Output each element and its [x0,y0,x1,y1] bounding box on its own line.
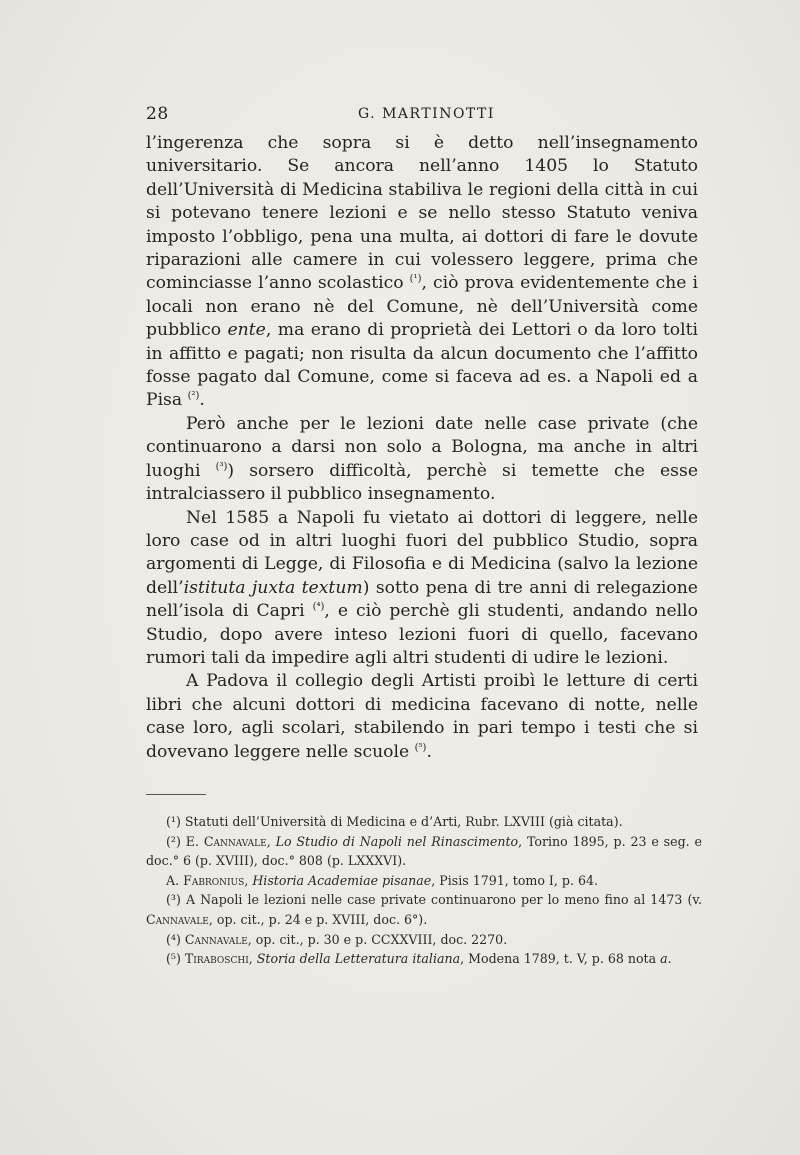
running-head: G. MARTINOTTI [358,106,495,122]
author-name: Cannavale [146,911,209,927]
text-run: , ciò prova evidentemente che i locali non erano nè del Comune, nè dell’Università come pubblico [146,273,698,341]
text-run: Nel 1585 a Napoli fu vietato ai dottori di leggere, nelle loro case od in altri luoghi fuori del pubblico Studio, sopra argomenti di Legge, di Filosofia e di Medicina (salvo la lezione dell’ [146,507,698,598]
paragraph [146,670,698,764]
italic-text: a [660,951,668,967]
footnote-ref: (⁴) [312,601,325,613]
work-title: Historia Academiae pisanae [252,872,432,888]
text-run: , e ciò perchè gli studenti, andando nello Studio, dopo avere inteso lezioni fuori di quello, facevano rumori tali da impedire agli altri studenti di udire le lezioni. [146,601,698,668]
page-header [146,104,698,130]
text-run: l’ingerenza che sopra si è detto nell’insegnamento universitario. Se ancora nell’anno 1405 lo Statuto dell’Università di Medicina stabiliva le regioni della città in cui si potevano tenere lezioni e se nello stesso Statuto veniva imposto l’obbligo, pena una multa, ai dottori di fare le dovute riparazioni alle camere in cui volessero leggere, prima che cominciasse l’anno scolastico [146,133,698,294]
footnote-mark: (⁴) [166,931,181,947]
paragraph [146,132,698,413]
text-run: A Padova il collegio degli Artisti proibì le letture di certi libri che alcuni dottori di medicina facevano di notte, nelle case loro, agli scolari, stabilendo in pari tempo i testi che si dovevano leggere nelle scuole [146,671,698,762]
text-run: . [426,741,432,762]
footnote-text: , op. cit., p. 30 e p. CCXXVIII, doc. 2270. [247,931,508,947]
text-run: ) sorsero difficoltà, perchè si temette che esse intralciassero il pubblico insegnamento. [146,460,698,505]
italic-text: ente [227,320,266,341]
footnote: A. Fabronius, Historia Academiae pisanae, Pisis 1791, tomo I, p. 64. [166,872,599,888]
author-name: E. Cannavale [185,833,267,849]
footnote [146,812,702,832]
footnotes [146,812,702,969]
footnote-mark: (⁵) [166,951,181,967]
footnote-mark: (²) [166,833,181,849]
footnote [146,890,702,929]
footnote-text: Statuti dell’Università di Medicina e d’Arti, Rubr. LXVIII (già citata). [184,814,623,829]
footnote [146,930,702,950]
footnote-ref: (³) [215,460,228,472]
text-run: , ma erano di proprietà dei Lettori o da loro tolti in affitto e pagati; non risulta da alcun documento che l’affitto fosse pagato dal Comune, come si faceva ad es. a Napoli ed a Pisa [146,320,698,411]
footnote-text: , Modena 1789, t. V, p. 68 nota [460,951,661,967]
page-number: 28 [146,104,169,124]
author-name: Cannavale [184,931,248,947]
footnote-text: , Pisis 1791, tomo I, p. 64. [431,872,599,888]
text-run: ) sotto pena di tre anni di relegazione nell’isola di Capri [146,577,698,622]
footnote-ref: (⁵) [414,741,427,753]
footnote-mark: (¹) [166,814,181,829]
footnote-text: A Napoli le lezioni nelle case private continuarono per lo meno fino al 1473 (v. [185,892,702,908]
footnote-ref: (¹) [409,273,422,285]
footnote-text: . [667,951,672,967]
work-title: Lo Studio di Napoli nel Rinascimento [275,833,519,849]
italic-text: istituta juxta textum [183,577,363,598]
paragraph [146,507,698,671]
footnote-mark: (³) [166,892,181,908]
footnote-text: , Torino 1895, p. 23 e seg. e doc.° 6 (p. XVIII), doc.° 808 (p. LXXXVI). [146,833,702,869]
body-text [146,132,698,764]
footnote-rule [146,794,206,795]
paragraph [146,413,698,507]
author-name: A. Fabronius [166,872,245,888]
footnote-ref: (²) [187,390,200,402]
text-run: Però anche per le lezioni date nelle case private (che continuarono a darsi non solo a Bologna, ma anche in altri luoghi [146,413,698,481]
footnote: (²) E. Cannavale, Lo Studio di Napoli nel Rinascimento, Torino 1895, p. 23 e seg. e doc.° 6 (p. XVIII), doc.° 808 (p. LXXXVI). [146,833,702,869]
footnote-text: , op. cit., p. 24 e p. XVIII, doc. 6°). [208,911,428,927]
footnote: (⁵) Tiraboschi, Storia della Letteratura italiana, Modena 1789, t. V, p. 68 nota a. [166,951,672,967]
text-run: . [199,390,205,411]
work-title: Storia della Letteratura italiana [256,951,461,967]
author-name: Tiraboschi [184,951,249,967]
